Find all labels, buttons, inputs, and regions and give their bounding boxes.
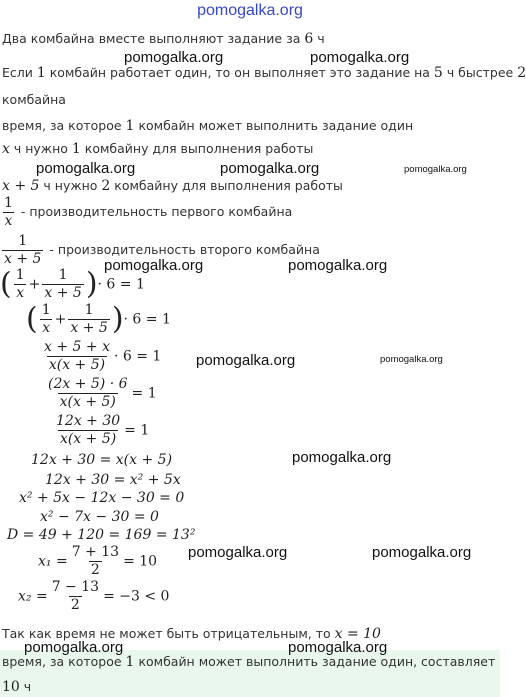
equation-g: 12x + 30 = x² + 5x bbox=[45, 472, 181, 488]
text-fragment: - производительность второго комбайна bbox=[45, 242, 320, 257]
left-paren: ( bbox=[0, 266, 12, 302]
equation-discriminant: D = 49 + 120 = 169 = 13² bbox=[7, 527, 196, 543]
math-number: 6 bbox=[304, 31, 314, 47]
equation-d bbox=[44, 377, 157, 410]
math-number: 1 bbox=[125, 118, 135, 134]
equation-h: x² + 5x − 12x − 30 = 0 bbox=[19, 490, 185, 506]
operator: + bbox=[54, 311, 67, 328]
equation-x2 bbox=[18, 580, 169, 613]
fraction: $\frac{1}{x}$ bbox=[15, 267, 25, 301]
watermark: pomogalka.org bbox=[292, 449, 392, 466]
watermark: pomogalka.org bbox=[188, 544, 288, 561]
fraction: $\frac{1}{x}$ bbox=[41, 302, 51, 336]
fraction: $\frac{7 + 13}{2}$ bbox=[71, 544, 120, 578]
math-number: 1 bbox=[71, 141, 81, 157]
watermark: pomogalka.org bbox=[220, 160, 320, 177]
operator: = 1 bbox=[131, 385, 157, 402]
watermark: pomogalka.org bbox=[288, 639, 388, 656]
text-fragment: ч нужно bbox=[39, 178, 102, 193]
watermark: pomogalka.org bbox=[380, 354, 443, 365]
text-line-2 bbox=[2, 65, 526, 81]
fraction-1-over-x5: $\frac{1}{x + 5}$ bbox=[4, 233, 42, 267]
text-fragment: Если bbox=[2, 65, 37, 80]
math-expression: x + 5 bbox=[2, 178, 40, 194]
watermark: pomogalka.org bbox=[404, 164, 467, 175]
text-line-6 bbox=[2, 178, 343, 194]
fraction: $\frac{1}{x + 5}$ bbox=[70, 302, 108, 336]
equation-f: 12x + 30 = x(x + 5) bbox=[31, 452, 173, 468]
watermark: pomogalka.org bbox=[372, 544, 472, 561]
answer-line-2 bbox=[2, 679, 31, 695]
math-variable: x₁ = bbox=[38, 553, 68, 570]
text-fragment: ч быстрее bbox=[442, 65, 518, 80]
header-watermark[interactable]: pomogalka.org bbox=[197, 2, 303, 19]
text-line-7 bbox=[0, 196, 292, 229]
watermark: pomogalka.org bbox=[104, 257, 204, 274]
operator: = 10 bbox=[123, 553, 158, 570]
math-number: 1 bbox=[36, 65, 46, 81]
text-fragment: комбайн может выполнить задание один bbox=[134, 118, 414, 133]
text-fragment: комбайн работает один, то он выполняет это задание на bbox=[45, 65, 434, 80]
math-number: 2 bbox=[517, 65, 526, 81]
fraction: $\frac{12x + 30}{x(x + 5)}$ bbox=[56, 413, 121, 447]
text-line-3: комбайна bbox=[2, 92, 66, 107]
left-paren: ( bbox=[26, 301, 38, 337]
math-number: 5 bbox=[433, 65, 443, 81]
text-line-1 bbox=[2, 31, 325, 47]
math-expression: x = 10 bbox=[334, 626, 381, 642]
text-fragment: ч нужно bbox=[9, 141, 72, 156]
text-line-5 bbox=[2, 141, 313, 157]
math-number: 2 bbox=[101, 178, 111, 194]
text-fragment: Так как время не может быть отрицательным, то bbox=[2, 626, 335, 641]
math-number: 10 bbox=[2, 679, 20, 695]
watermark: pomogalka.org bbox=[196, 352, 296, 369]
equation-c bbox=[40, 340, 161, 373]
watermark: pomogalka.org bbox=[288, 257, 388, 274]
math-variable: x bbox=[2, 141, 10, 157]
operator: · 6 = 1 bbox=[97, 276, 145, 293]
operator: + bbox=[28, 276, 41, 293]
fraction: $\frac{(2x + 5) \cdot 6}{x(x + 5)}$ bbox=[48, 376, 128, 410]
fraction: $\frac{1}{x + 5}$ bbox=[44, 267, 82, 301]
watermark: pomogalka.org bbox=[24, 639, 124, 656]
fraction: $\frac{x + 5 + x}{x(x + 5)}$ bbox=[44, 339, 110, 373]
right-paren: ) bbox=[111, 301, 124, 337]
text-fragment: время, за которое bbox=[2, 118, 126, 133]
math-variable: x₂ = bbox=[18, 588, 48, 605]
text-line-4 bbox=[2, 118, 413, 134]
right-paren: ) bbox=[85, 266, 98, 302]
fraction-1-over-x: $\frac{1}{x}$ bbox=[4, 195, 13, 229]
text-fragment: Два комбайна вместе выполняют задание за bbox=[2, 31, 305, 46]
watermark: pomogalka.org bbox=[36, 160, 136, 177]
text-fragment: ч bbox=[19, 679, 32, 694]
text-fragment: комбайну для выполнения работы bbox=[110, 178, 343, 193]
text-fragment: - производительность первого комбайна bbox=[16, 204, 293, 219]
operator: · 6 = 1 bbox=[113, 348, 162, 365]
equation-e bbox=[52, 414, 149, 447]
watermark: pomogalka.org bbox=[310, 49, 410, 66]
operator: = −3 < 0 bbox=[103, 588, 170, 605]
text-fragment: комбайну для выполнения работы bbox=[80, 141, 314, 156]
text-fragment: время, за которое bbox=[2, 654, 126, 669]
watermark: pomogalka.org bbox=[124, 49, 224, 66]
math-number: 1 bbox=[125, 654, 135, 670]
operator: · 6 = 1 bbox=[123, 311, 171, 328]
equation-b bbox=[26, 303, 171, 336]
equation-i: x² − 7x − 30 = 0 bbox=[40, 509, 159, 525]
text-fragment: комбайн может выполнить задание один, составляет bbox=[134, 654, 496, 669]
answer-line-1 bbox=[2, 654, 495, 670]
operator: = 1 bbox=[124, 422, 150, 439]
equation-x1 bbox=[38, 545, 157, 578]
fraction: $\frac{7 - 13}{2}$ bbox=[51, 579, 100, 613]
text-fragment: ч bbox=[313, 31, 325, 46]
